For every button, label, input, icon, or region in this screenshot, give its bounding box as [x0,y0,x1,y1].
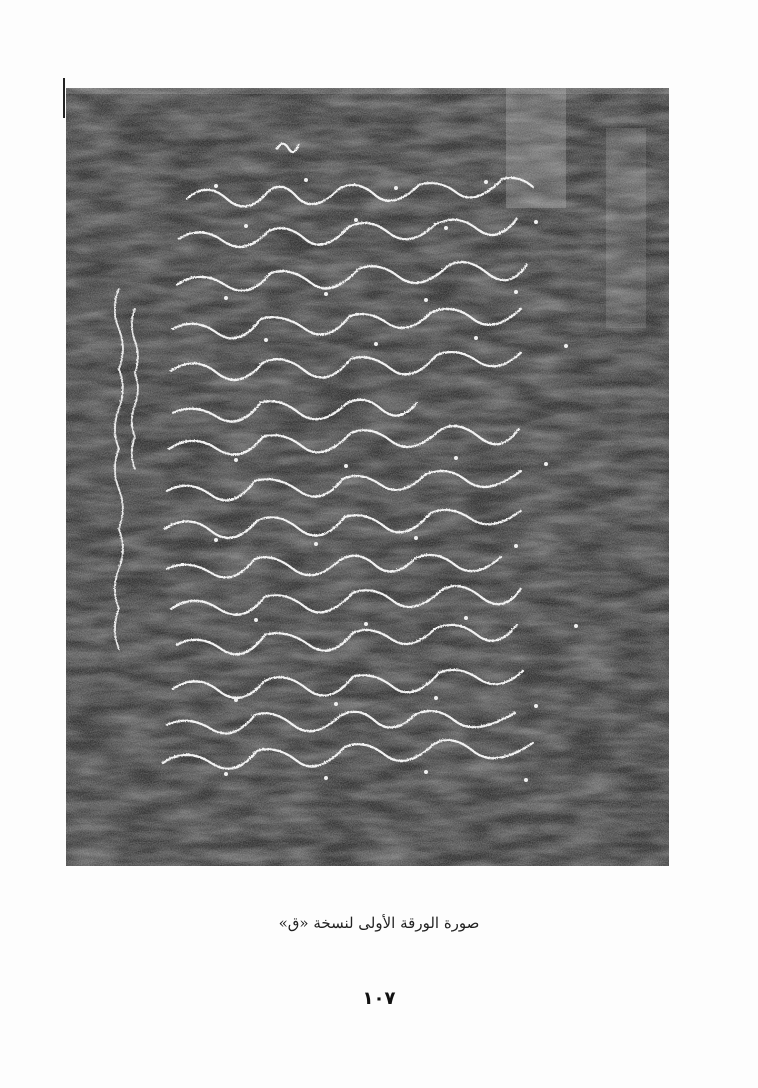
figure-caption: صورة الورقة الأولى لنسخة «ق» [278,914,480,932]
manuscript-folio-image [66,88,669,866]
page-number: ١٠٧ [362,988,396,1009]
margin-rule [63,78,65,118]
